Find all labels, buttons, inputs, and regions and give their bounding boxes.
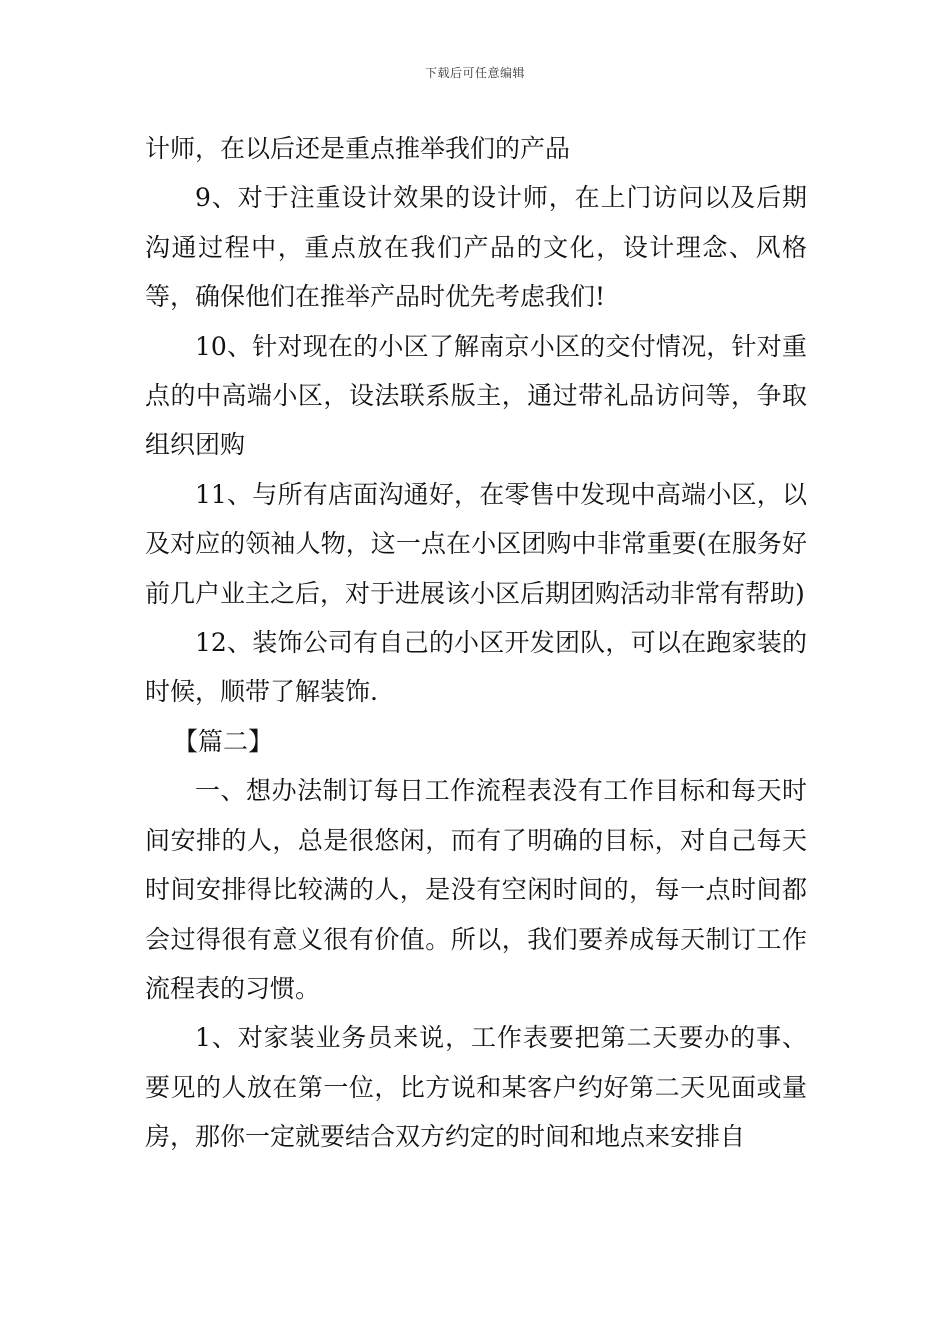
page-header: 下载后可任意编辑: [424, 66, 525, 80]
paragraph-continuation: 计师，在以后还是重点推举我们的产品: [145, 134, 571, 163]
paragraph-item-1: 1、对家装业务员来说，工作表要把第二天要办的事、要见的人放在第一位，比方说和某客户约好第二天见面或量房，那你一定就要结合双方约定的时间和地点来安排自: [145, 1023, 807, 1152]
paragraph-item-9: 9、对于注重设计效果的设计师，在上门访问以及后期沟通过程中，重点放在我们产品的文化，设计理念、风格等，确保他们在推举产品时优先考虑我们!: [145, 183, 807, 312]
section-heading: 【篇二】: [173, 726, 274, 756]
document-body: [145, 124, 807, 1162]
paragraph-section-one: 一、想办法制订每日工作流程表没有工作目标和每天时间安排的人，总是很悠闲，而有了明确的目标，对自己每天时间安排得比较满的人，是没有空闲时间的，每一点时间都会过得很有意义很有价值。所以，我们要养成每天制订工作流程表的习惯。: [145, 776, 807, 1003]
paragraph-item-12: 12、装饰公司有自己的小区开发团队，可以在跑家装的时候，顺带了解装饰.: [145, 628, 807, 707]
paragraph-item-11: 11、与所有店面沟通好，在零售中发现中高端小区，以及对应的领袖人物，这一点在小区团购中非常重要(在服务好前几户业主之后，对于进展该小区后期团购活动非常有帮助): [145, 479, 807, 608]
paragraph-item-10: 10、针对现在的小区了解南京小区的交付情况，针对重点的中高端小区，设法联系版主，通过带礼品访问等，争取组织团购: [145, 331, 807, 460]
